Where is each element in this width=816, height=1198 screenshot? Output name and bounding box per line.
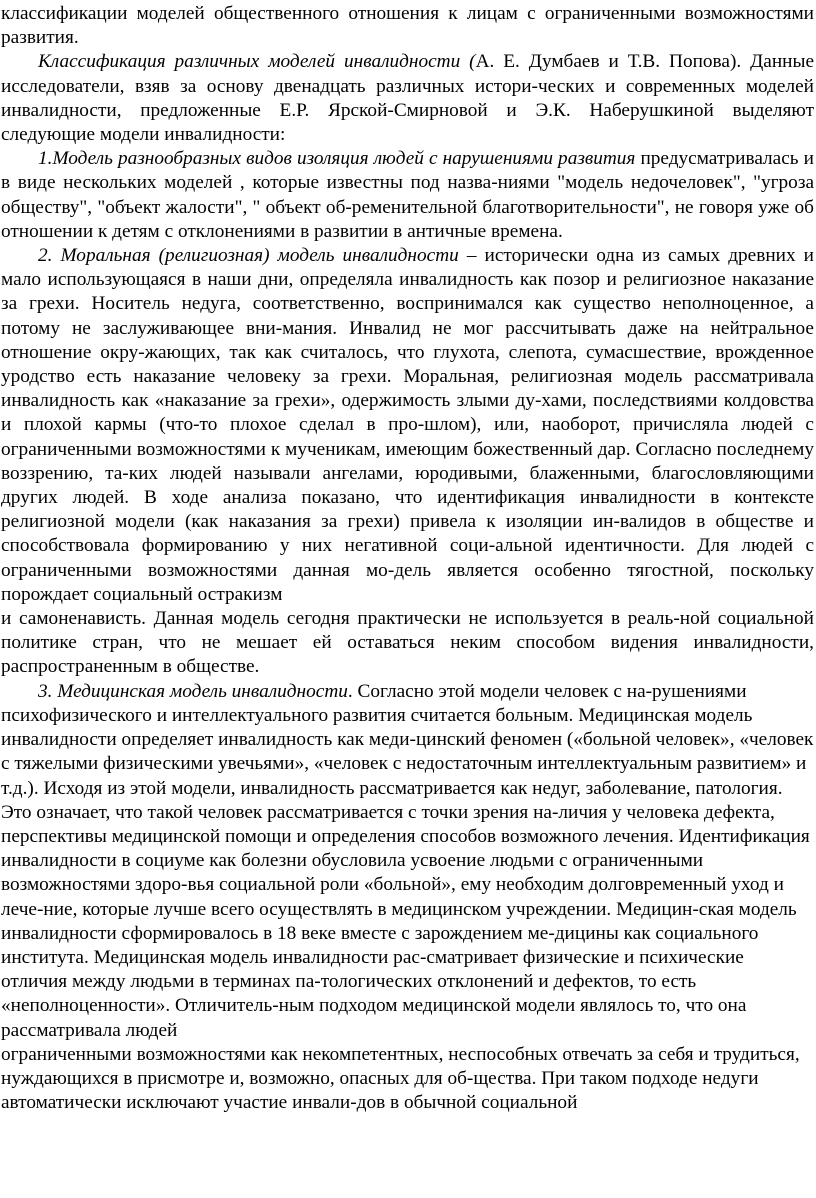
paragraph-medical-continued [1,1043,814,1116]
paragraph-intro [1,2,814,50]
paragraph-text: – исторически одна из самых древних и мало использующаяся в наши дни, определяла инвалидность как позор и религиозное наказание за грехи. Носитель недуга, соответственно, воспринимался как существо неполноценное, а потому не заслуживающее вни-мания. Инвалид не мог рассчитывать даже на нейтральное отношение окру-жающих, так как считалось, что глухота, слепота, сумасшествие, врожденное уродство есть наказание человеку за грехи. Моральная, религиозная модель рассматривала инвалидность как «наказание за грехи», одержимость злыми ду-хами, последствиями колдовства и плохой кармы (что-то плохое сделал в про-шлом), или, наоборот, причисляла людей с ограниченными возможностями к мученикам, имеющим божественный дар. Согласно последнему воззрению, та-ких людей называли ангелами, юродивыми, блаженными, благословляющими других людей. В ходе анализа показано, что идентификация инвалидности в контексте религиозной модели (как наказания за грехи) привела к изоляции ин-валидов в обществе и способствовала формированию у них негативной соци-альной идентичности. Для людей с ограниченными возможностями данная мо-дель является особенно тягостной, поскольку порождает социальный остракизм [1,245,814,605]
paragraph-text: ограниченными возможностями как некомпетентных, неспособных отвечать за себя и трудиться, нуждающихся в присмотре и, возможно, опасных для об-щества. При таком подходе недуги автоматически исключают участие инвали-дов в обычной социальной [1,1043,800,1114]
paragraph-text: классификации моделей общественного отношения к лицам с ограниченными возможностями развития. [1,3,814,49]
classification-heading: Классификация различных моделей инвалидности ( [38,51,476,73]
paragraph-text: . Согласно этой модели человек с на-рушениями психофизического и интеллектуального развития считается больным. Медицинская модель инвалидности определяет инвалидность как меди-цинский феномен («больной человек», «человек с тяжелыми физическими увечьями», «человек с недостаточным интеллектуальным развитием» и т.д.). Исходя из этой модели, инвалидность рассматривается как недуг, заболевание, патология. Это означает, что такой человек рассматривается с точки зрения на-личия у человека дефекта, перспективы медицинской помощи и определения способов возможного лечения. Идентификация инвалидности в социуме как болезни обусловила усвоение людьми с ограниченными возможностями здоро-вья социальной роли «больной», ему необходим долговременный уход и лече-ние, которые лучше всего осуществлять в медицинском учреждении. Медицин-ская модель инвалидности сформировалось в 18 веке вместе с зарождением ме-дицины как социального института. Медицинская модель инвалидности рас-сматривает физические и психические отличия между людьми в терминах па-тологических отклонений и дефектов, то есть «неполноценности». Отличитель-ным подходом медицинской модели являлось то, что она рассматривала людей [1,680,814,1041]
paragraph-text: и самоненависть. Данная модель сегодня практически не используется в реаль-ной социальной политике стран, что не мешает ей оставаться неким способом видения инвалидности, распространенным в обществе. [1,608,814,678]
model-3-heading: 3. Медицинская модель инвалидности [38,680,348,702]
paragraph-model-isolation [1,147,814,244]
paragraph-classification [1,50,814,147]
paragraph-model-medical [1,680,814,1043]
model-1-heading: 1.Модель разнообразных видов изоляция людей с нарушениями развития [38,148,636,170]
paragraph-moral-continued [1,607,814,680]
model-2-heading: 2. Моральная (религиозная) модель инвалидности [38,245,459,267]
paragraph-text: предусматривалась и в виде нескольких моделей , которые известны под назва-ниями "модель недочеловек", "угроза обществу", "объект жалости", " объект об-ременительной благотворительности", не говоря уже об отношении к детям с отклонениями в развитии в античные времена. [1,148,814,242]
paragraph-text: А. Е. Думбаев и Т.В. Попова). Данные исследователи, взяв за основу двенадцать различных истори-ческих и современных моделей инвалидности, предложенные Е.Р. Ярской-Смирновой и Э.К. Наберушкиной выделяют следующие модели инвалидности: [1,51,815,146]
paragraph-model-moral [1,244,814,607]
